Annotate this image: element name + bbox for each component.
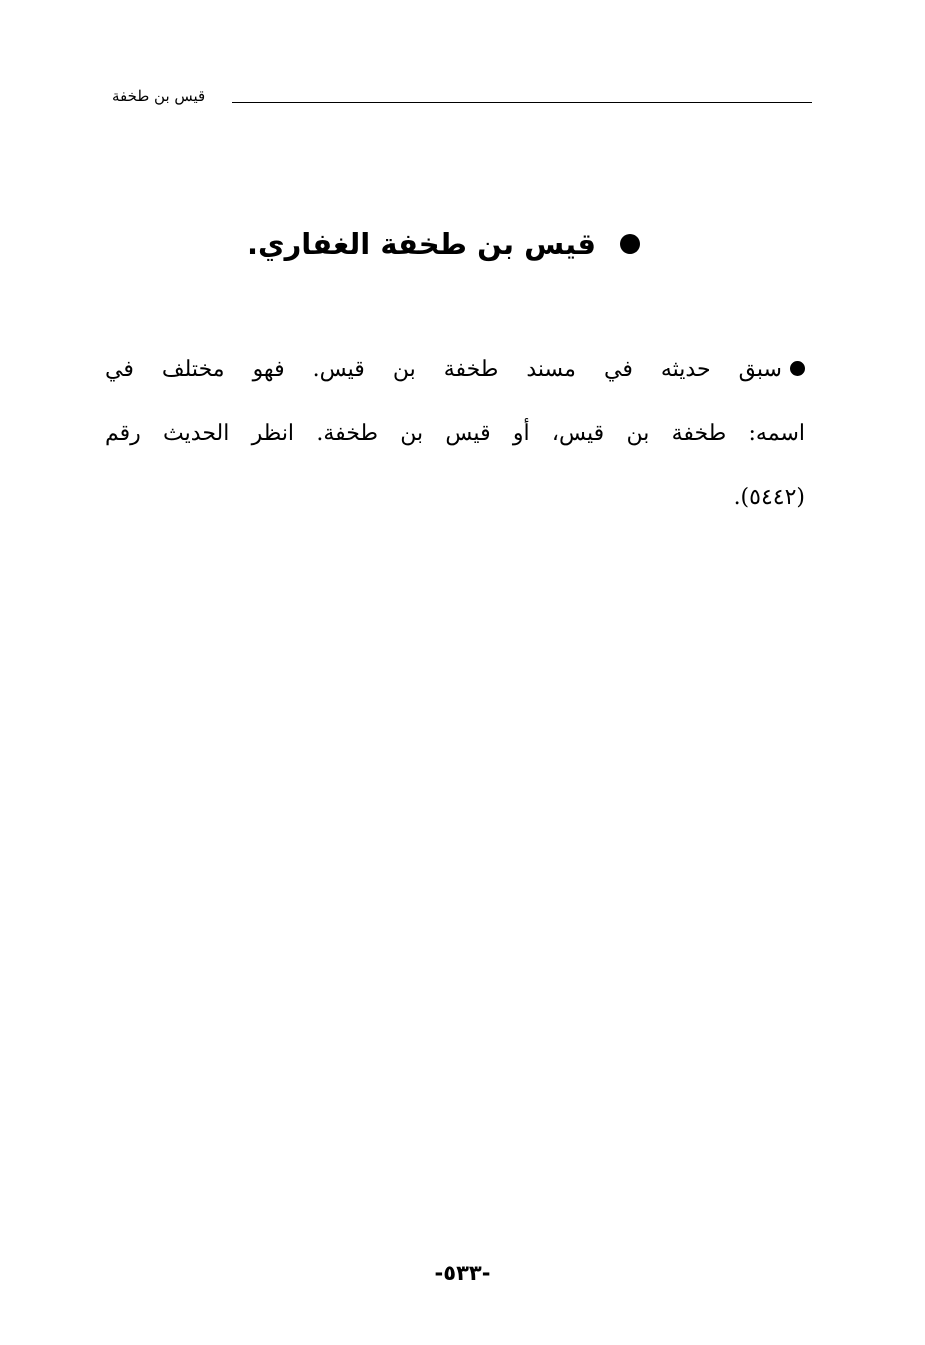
body-line-text-1: سبق حديثه في مسند طخفة بن قيس. فهو مختلف في bbox=[105, 357, 782, 382]
heading-bullet-icon bbox=[620, 234, 640, 254]
header-rule bbox=[232, 102, 812, 103]
body-paragraph bbox=[105, 338, 805, 530]
running-header bbox=[112, 86, 812, 110]
body-line-2: اسمه: طخفة بن قيس، أو قيس بن طخفة. انظر الحديث رقم bbox=[105, 421, 805, 446]
body-line-1 bbox=[105, 338, 805, 402]
entry-title: قيس بن طخفة الغفاري. bbox=[246, 227, 596, 261]
paragraph-bullet-icon bbox=[790, 361, 805, 376]
entry-heading bbox=[240, 220, 640, 268]
running-header-title: قيس بن طخفة bbox=[112, 87, 206, 105]
body-line-3: (٥٤٤٢). bbox=[733, 485, 805, 510]
page-number: -٥٣٣- bbox=[434, 1261, 491, 1285]
